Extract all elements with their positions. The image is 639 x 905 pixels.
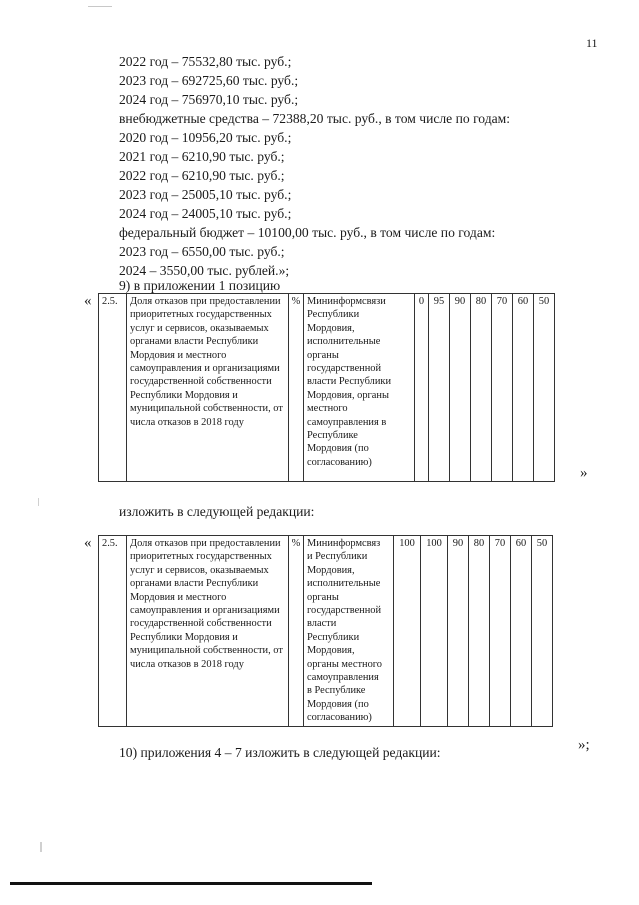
budget-line: 2022 год – 6210,90 тыс. руб.; <box>119 168 285 183</box>
page-number: 11 <box>586 36 598 50</box>
value-cell: 60 <box>513 294 534 482</box>
value-cell: 50 <box>534 294 555 482</box>
value-cell: 80 <box>469 536 490 727</box>
budget-line: 2024 год – 24005,10 тыс. руб.; <box>119 206 292 221</box>
open-quote: « <box>84 535 92 551</box>
budget-line: 2024 – 3550,00 тыс. рублей.»; <box>119 263 290 278</box>
budget-line: 2024 год – 756970,10 тыс. руб.; <box>119 92 299 107</box>
value-cell: 70 <box>490 536 511 727</box>
table-row <box>99 294 555 482</box>
indicator-name: Доля отказов при предоставлении приоритетных государственных услуг и сервисов, оказываемых органами власти Республики Мордовия и местного самоуправления и организациями государственной собственности Республики Мордовия и муниципальной собственности, от числа отказов в 2018 году <box>127 536 289 727</box>
value-cell: 100 <box>421 536 448 727</box>
item-9-heading: 9) в приложении 1 позицию <box>119 278 281 293</box>
value-cell: 50 <box>532 536 553 727</box>
executor-cell: Мининформсвязи Республики Мордовия, исполнительные органы государственной власти Республики Мордовия, органы местного самоуправления в Республике Мордовия (по согласованию) <box>304 294 415 482</box>
scan-speck <box>38 498 39 506</box>
unit-cell: % <box>289 536 304 727</box>
table-row <box>99 536 553 727</box>
budget-line: 2023 год – 25005,10 тыс. руб.; <box>119 187 292 202</box>
budget-line: 2020 год – 10956,20 тыс. руб.; <box>119 130 292 145</box>
scan-mark <box>88 6 112 7</box>
value-cell: 95 <box>429 294 450 482</box>
row-number: 2.5. <box>99 536 127 727</box>
position-table-old <box>98 293 555 482</box>
value-cell: 80 <box>471 294 492 482</box>
value-cell: 90 <box>448 536 469 727</box>
value-cell: 60 <box>511 536 532 727</box>
executor-cell: Мининформсвяз и Республики Мордовия, исполнительные органы государственной власти Республики Мордовия, органы местного самоуправления в Республике Мордовия (по согласованию) <box>304 536 394 727</box>
indicator-name: Доля отказов при предоставлении приоритетных государственных услуг и сервисов, оказываемых органами власти Республики Мордовия и местного самоуправления и организациями государственной собственности Республики Мордовия и муниципальной собственности, от числа отказов в 2018 году <box>127 294 289 482</box>
position-table-new <box>98 535 553 727</box>
close-quote: »; <box>578 737 590 753</box>
open-quote: « <box>84 293 92 309</box>
value-cell: 0 <box>415 294 429 482</box>
budget-line: 2023 год – 692725,60 тыс. руб.; <box>119 73 299 88</box>
row-number: 2.5. <box>99 294 127 482</box>
bottom-rule <box>10 882 372 885</box>
budget-lines <box>119 52 619 280</box>
value-cell: 100 <box>394 536 421 727</box>
budget-line: внебюджетные средства – 72388,20 тыс. руб., в том числе по годам: <box>119 111 511 126</box>
close-quote: » <box>580 465 588 481</box>
budget-line: 2021 год – 6210,90 тыс. руб.; <box>119 149 285 164</box>
budget-line: 2022 год – 75532,80 тыс. руб.; <box>119 54 292 69</box>
replacement-heading: изложить в следующей редакции: <box>119 504 315 519</box>
value-cell: 90 <box>450 294 471 482</box>
unit-cell: % <box>289 294 304 482</box>
budget-line: федеральный бюджет – 10100,00 тыс. руб., в том числе по годам: <box>119 225 496 240</box>
item-10-heading: 10) приложения 4 – 7 изложить в следующей редакции: <box>119 745 441 760</box>
budget-line: 2023 год – 6550,00 тыс. руб.; <box>119 244 285 259</box>
scan-speck <box>40 842 42 852</box>
value-cell: 70 <box>492 294 513 482</box>
